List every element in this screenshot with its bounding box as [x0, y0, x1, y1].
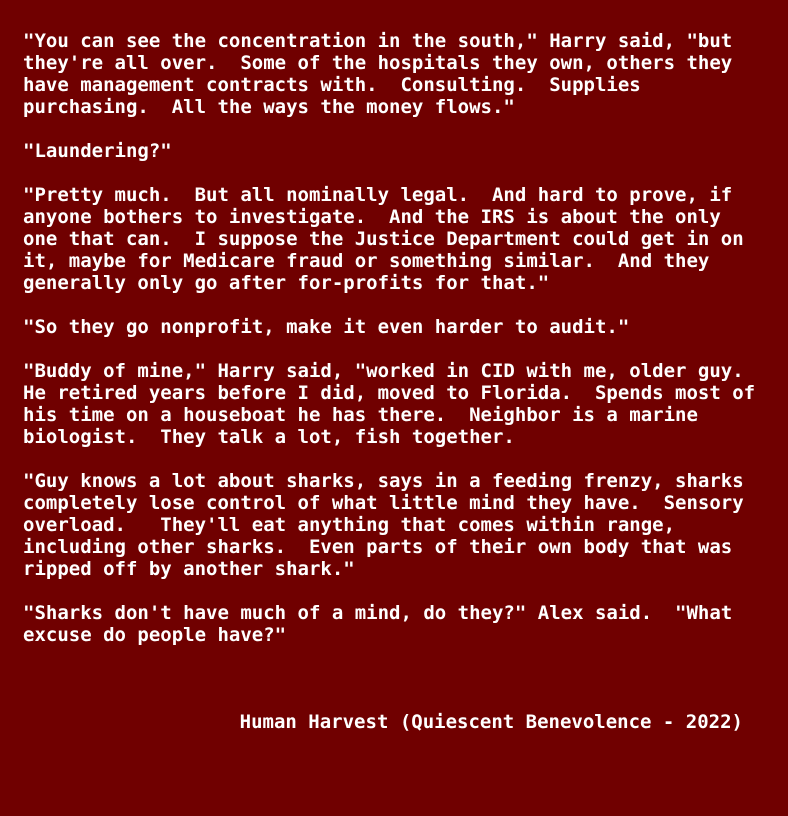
paragraph-4: "So they go nonprofit, make it even harder to audit." — [23, 316, 630, 338]
paragraph-3: "Pretty much. But all nominally legal. And hard to prove, if anyone bothers to investigate. And the IRS is about the only one that can. I suppose the Justice Department could get in on it, maybe for Medicare fraud or something similar. And they generally only go after for-profits for that." — [23, 184, 744, 294]
paragraph-6: "Guy knows a lot about sharks, says in a feeding frenzy, sharks completely lose control of what little mind they have. Sensory overload. They'll eat anything that comes within range, including other sharks. Even parts of their own body that was ripped off by another shark." — [23, 470, 744, 580]
book-attribution: Human Harvest (Quiescent Benevolence - 2022) — [239, 711, 743, 733]
paragraph-1: "You can see the concentration in the south," Harry said, "but they're all over. Some of the hospitals they own, others they have management contracts with. Consulting. Supplies purchasing. All the ways the money flows." — [23, 30, 733, 118]
paragraph-5: "Buddy of mine," Harry said, "worked in CID with me, older guy. He retired years before I did, moved to Florida. Spends most of his time on a houseboat he has there. Neighbor is a marine biologist. They talk a lot, fish together. — [23, 360, 756, 448]
paragraph-2: "Laundering?" — [23, 140, 172, 162]
paragraph-7: "Sharks don't have much of a mind, do they?" Alex said. "What excuse do people have?" — [23, 602, 733, 646]
